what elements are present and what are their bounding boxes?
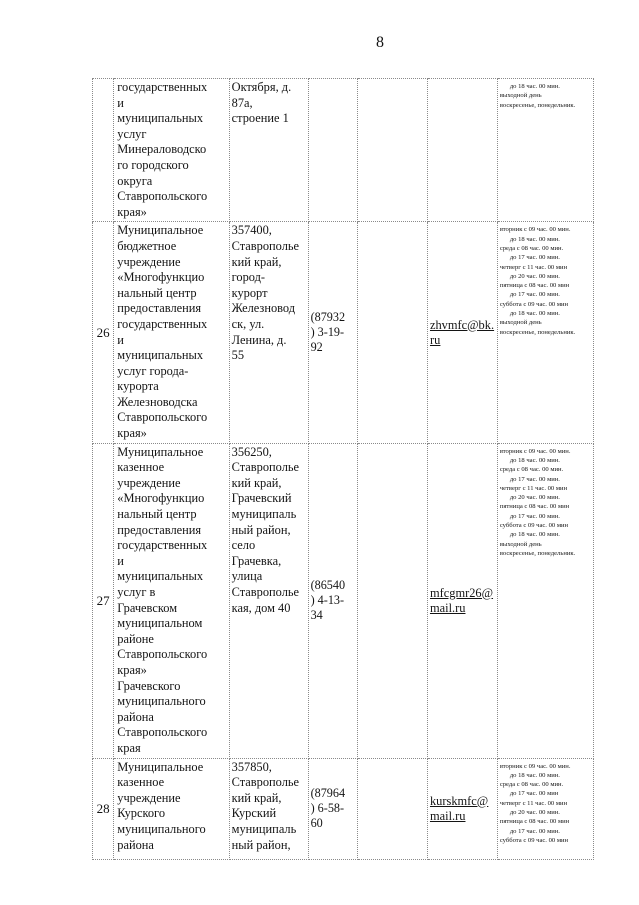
phone-cell bbox=[308, 443, 358, 758]
working-hours-line: до 17 час. 00 мин. bbox=[509, 827, 560, 835]
working-hours-line: до 17 час. 00 мин. bbox=[509, 291, 560, 299]
working-hours-line: четверг с 11 час. 00 мин bbox=[499, 484, 568, 492]
email-line: mfcgmr26@ bbox=[429, 585, 494, 600]
organization-name-line: и bbox=[117, 553, 124, 568]
address-line: Курский bbox=[231, 806, 277, 821]
working-hours-line: до 20 час. 00 мин. bbox=[509, 809, 560, 817]
organization-name-line: Минераловодско bbox=[117, 142, 207, 157]
organization-name-line: услуг bbox=[117, 126, 147, 141]
working-hours-line: воскресенье, понедельник. bbox=[499, 101, 576, 109]
row-number: 26 bbox=[93, 222, 114, 443]
empty-cell bbox=[358, 222, 428, 443]
empty-cell bbox=[358, 443, 428, 758]
address-line: кий край, bbox=[231, 790, 282, 805]
working-hours-line: до 20 час. 00 мин. bbox=[509, 272, 560, 280]
working-hours-line: среда с 08 час. 00 мин. bbox=[499, 781, 564, 789]
phone-cell bbox=[308, 222, 358, 443]
email-line: kurskmfc@ bbox=[429, 793, 489, 808]
phone-line: ) 4-13- bbox=[310, 593, 345, 608]
organization-name-line: «Многофункцио bbox=[117, 270, 205, 285]
working-hours-line: до 17 час. 00 мин. bbox=[509, 254, 560, 262]
organization-name-line: государственных bbox=[117, 538, 208, 553]
organization-name-line: государственных bbox=[117, 316, 208, 331]
organization-name-line: муниципального bbox=[117, 821, 206, 836]
address-line: муниципаль bbox=[231, 507, 297, 522]
working-hours-line: до 18 час. 00 мин. bbox=[509, 531, 560, 539]
organization-name-line: курорта bbox=[117, 379, 159, 394]
organization-name-cell bbox=[114, 79, 229, 222]
address-line: село bbox=[231, 538, 256, 553]
organization-name-line: «Многофункцио bbox=[117, 491, 205, 506]
organization-name-line: Муниципальное bbox=[117, 759, 204, 774]
phone-line: (87932 bbox=[310, 310, 346, 324]
working-hours-line: до 17 час. 00 мин. bbox=[509, 512, 560, 520]
address-line: 357400, bbox=[231, 223, 272, 238]
organization-name-line: муниципальных bbox=[117, 569, 204, 584]
phone-line: ) 3-19- bbox=[310, 325, 345, 339]
organization-name-line: учреждение bbox=[117, 790, 181, 805]
working-hours-line: вторник с 09 час. 00 мин. bbox=[499, 762, 571, 770]
email-cell bbox=[427, 79, 497, 222]
row-number bbox=[93, 79, 114, 222]
email-line: ru bbox=[429, 332, 441, 347]
mfc-registry-table bbox=[92, 78, 594, 860]
table-row bbox=[93, 222, 594, 443]
organization-name-line: предоставления bbox=[117, 301, 202, 316]
email-link[interactable] bbox=[430, 794, 495, 824]
address-line: ск, ул. bbox=[231, 316, 265, 331]
table-row bbox=[93, 79, 594, 222]
organization-name-line: Грачевском bbox=[117, 600, 178, 615]
organization-name-line: бюджетное bbox=[117, 238, 177, 253]
organization-name-line: Грачевского bbox=[117, 678, 181, 693]
address-line: Грачевка, bbox=[231, 553, 282, 568]
organization-name-line: Железноводска bbox=[117, 394, 198, 409]
address-line: 357850, bbox=[231, 759, 272, 774]
organization-name-line: Ставропольского bbox=[117, 725, 208, 740]
address-line: ный район, bbox=[231, 522, 291, 537]
working-hours-cell bbox=[497, 443, 593, 758]
organization-name-line: учреждение bbox=[117, 254, 181, 269]
address-line: улица bbox=[231, 569, 263, 584]
working-hours-line: вторник с 09 час. 00 мин. bbox=[499, 447, 571, 455]
working-hours-line: четверг с 11 час. 00 мин bbox=[499, 263, 568, 271]
organization-name-line: Ставропольского bbox=[117, 647, 208, 662]
address-cell bbox=[229, 79, 308, 222]
working-hours-line: воскресенье, понедельник. bbox=[499, 549, 576, 557]
address-line: 55 bbox=[231, 348, 245, 363]
working-hours-line: до 17 час. 00 мин bbox=[509, 790, 559, 798]
organization-name-line: нальный центр bbox=[117, 285, 197, 300]
address-line: строение 1 bbox=[231, 111, 289, 126]
working-hours-line: выходной день bbox=[499, 319, 542, 327]
working-hours-line: пятница с 08 час. 00 мин bbox=[499, 818, 570, 826]
working-hours-cell bbox=[497, 222, 593, 443]
row-number: 28 bbox=[93, 758, 114, 859]
working-hours-cell bbox=[497, 758, 593, 859]
working-hours-line: пятница с 08 час. 00 мин bbox=[499, 503, 570, 511]
working-hours-line: четверг с 11 час. 00 мин bbox=[499, 799, 568, 807]
working-hours-line: воскресенье, понедельник. bbox=[499, 328, 576, 336]
working-hours-line: пятница с 08 час. 00 мин bbox=[499, 282, 570, 290]
address-line: 87а, bbox=[231, 95, 253, 110]
organization-name-line: услуг в bbox=[117, 585, 156, 599]
working-hours-line: до 18 час. 00 мин. bbox=[509, 771, 560, 779]
phone-line: ) 6-58- bbox=[310, 801, 345, 816]
organization-name-line: Ставропольского bbox=[117, 410, 208, 425]
organization-name-cell bbox=[114, 443, 229, 758]
working-hours-line: вторник с 09 час. 00 мин. bbox=[499, 226, 571, 234]
address-cell bbox=[229, 758, 308, 859]
organization-name-line: нальный центр bbox=[117, 507, 197, 522]
empty-cell bbox=[358, 758, 428, 859]
organization-name-line: района bbox=[117, 709, 154, 724]
address-cell bbox=[229, 222, 308, 443]
organization-name-line: края» bbox=[117, 426, 147, 441]
empty-cell bbox=[358, 79, 428, 222]
working-hours-line: суббота с 09 час. 00 мин bbox=[499, 300, 569, 308]
organization-name-line: края» bbox=[117, 662, 147, 677]
address-line: кий край, bbox=[231, 475, 282, 490]
address-line: Ставрополье bbox=[231, 238, 300, 253]
organization-name-line: казенное bbox=[117, 460, 165, 475]
phone-line: 60 bbox=[310, 816, 323, 831]
working-hours-line: до 17 час. 00 мин. bbox=[509, 475, 560, 483]
address-line: Ставрополье bbox=[231, 585, 300, 599]
organization-name-line: муниципальных bbox=[117, 348, 204, 363]
address-line: Железновод bbox=[231, 301, 296, 316]
organization-name-line: края bbox=[117, 740, 141, 755]
address-line: Ленина, д. bbox=[231, 332, 287, 347]
working-hours-cell bbox=[497, 79, 593, 222]
phone-line: (86540 bbox=[310, 578, 346, 593]
organization-name-cell bbox=[114, 222, 229, 443]
address-line: Грачевский bbox=[231, 491, 292, 506]
working-hours-line: среда с 08 час. 00 мин. bbox=[499, 466, 564, 474]
organization-name-line: государственных bbox=[117, 80, 208, 94]
organization-name-cell bbox=[114, 758, 229, 859]
phone-line: 34 bbox=[310, 608, 323, 623]
organization-name-line: предоставления bbox=[117, 522, 202, 537]
address-line: Ставрополье bbox=[231, 460, 300, 475]
organization-name-line: округа bbox=[117, 173, 153, 188]
table-row bbox=[93, 443, 594, 758]
organization-name-line: услуг города- bbox=[117, 363, 189, 378]
address-line: муниципаль bbox=[231, 821, 297, 836]
address-cell bbox=[229, 443, 308, 758]
address-line: кая, дом 40 bbox=[231, 600, 291, 615]
email-cell bbox=[427, 222, 497, 443]
address-line: Ставрополье bbox=[231, 775, 300, 790]
organization-name-line: Муниципальное bbox=[117, 444, 204, 459]
working-hours-line: выходной день bbox=[499, 540, 542, 548]
email-line: zhvmfc@bk. bbox=[429, 317, 495, 332]
organization-name-line: районе bbox=[117, 631, 154, 646]
organization-name-line: и bbox=[117, 332, 124, 347]
working-hours-line: до 18 час. 00 мин. bbox=[509, 456, 560, 464]
address-line: город- bbox=[231, 270, 266, 285]
organization-name-line: района bbox=[117, 837, 154, 852]
organization-name-line: Курского bbox=[117, 806, 166, 821]
table-row bbox=[93, 758, 594, 859]
working-hours-line: суббота с 09 час. 00 мин bbox=[499, 522, 569, 530]
working-hours-line: до 18 час. 00 мин. bbox=[509, 310, 560, 318]
phone-cell bbox=[308, 79, 358, 222]
email-line: mail.ru bbox=[429, 808, 466, 823]
working-hours-line: до 20 час. 00 мин. bbox=[509, 494, 560, 502]
phone-cell bbox=[308, 758, 358, 859]
organization-name-line: го городского bbox=[117, 157, 189, 172]
working-hours-line: до 18 час. 00 мин. bbox=[509, 235, 560, 243]
organization-name-line: муниципальном bbox=[117, 616, 203, 631]
address-line: ный район, bbox=[231, 837, 291, 852]
row-number: 27 bbox=[93, 443, 114, 758]
organization-name-line: муниципального bbox=[117, 694, 206, 709]
organization-name-line: края» bbox=[117, 204, 147, 219]
organization-name-line: учреждение bbox=[117, 475, 181, 490]
page-number: 8 bbox=[376, 34, 384, 51]
phone-line: (87964 bbox=[310, 786, 346, 801]
working-hours-line: выходной день bbox=[499, 92, 542, 100]
email-link[interactable] bbox=[430, 586, 495, 616]
organization-name-line: и bbox=[117, 95, 124, 110]
email-cell bbox=[427, 758, 497, 859]
email-line: mail.ru bbox=[429, 600, 466, 615]
address-line: курорт bbox=[231, 285, 268, 300]
working-hours-line: суббота с 09 час. 00 мин bbox=[499, 836, 569, 844]
email-link[interactable] bbox=[430, 318, 495, 348]
address-line: Октября, д. bbox=[231, 80, 292, 94]
address-line: кий край, bbox=[231, 254, 282, 269]
address-line: 356250, bbox=[231, 444, 272, 459]
working-hours-line: среда с 08 час. 00 мин. bbox=[499, 244, 564, 252]
phone-line: 92 bbox=[310, 340, 323, 354]
email-cell bbox=[427, 443, 497, 758]
table-body bbox=[93, 79, 594, 860]
working-hours-line: до 18 час. 00 мин. bbox=[509, 83, 560, 90]
organization-name-line: Ставропольского bbox=[117, 189, 208, 204]
organization-name-line: Муниципальное bbox=[117, 223, 204, 238]
organization-name-line: муниципальных bbox=[117, 111, 204, 126]
organization-name-line: казенное bbox=[117, 775, 165, 790]
